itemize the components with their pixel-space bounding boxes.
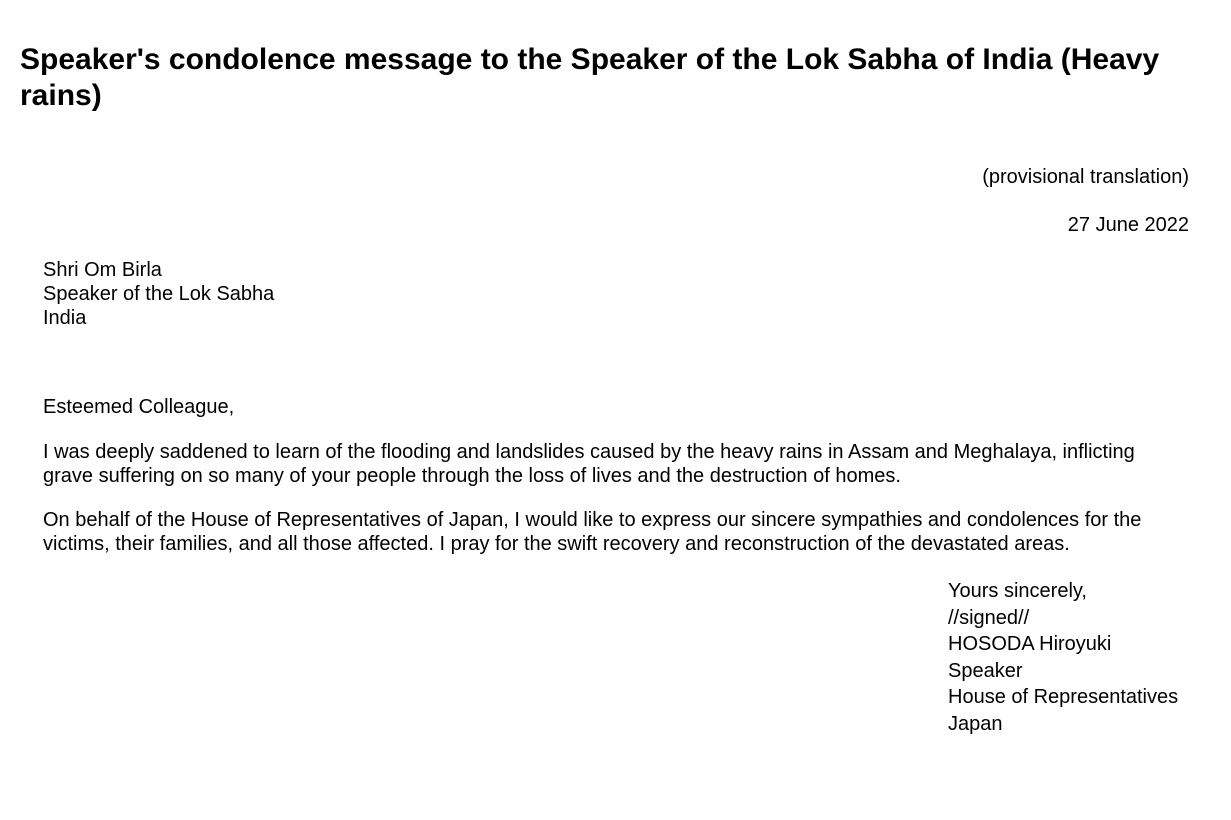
translation-note: (provisional translation) xyxy=(982,166,1189,188)
signature-note: //signed// xyxy=(948,606,1030,629)
body-paragraph-2: On behalf of the House of Representatives of Japan, I would like to express our sincere sympathies and condolences for the victims, their families, and all those affected. I pray for the swift recovery and reconstruction of the devastated areas. xyxy=(43,509,1142,555)
addressee-country: India xyxy=(43,307,87,329)
addressee-position: Speaker of the Lok Sabha xyxy=(43,283,275,305)
valediction: Yours sincerely, xyxy=(948,580,1087,602)
body-paragraph-1: I was deeply saddened to learn of the flooding and landslides caused by the heavy rains in Assam and Meghalaya, inflicting grave suffering on so many of your people through the loss of lives and the destruction of homes. xyxy=(43,441,1135,487)
salutation: Esteemed Colleague, xyxy=(43,396,235,418)
letter-date: 27 June 2022 xyxy=(1067,214,1189,236)
page-title: Speaker's condolence message to the Speaker of the Lok Sabha of India (Heavy rains) xyxy=(20,43,1160,112)
addressee-name: Shri Om Birla xyxy=(43,259,162,281)
signatory-institution: House of Representatives xyxy=(948,686,1179,709)
addressee-block xyxy=(43,258,274,330)
signatory-name: HOSODA Hiroyuki xyxy=(948,633,1112,656)
signatory-country: Japan xyxy=(948,712,1003,735)
closing-block xyxy=(948,578,1178,738)
signatory-position: Speaker xyxy=(948,659,1023,682)
